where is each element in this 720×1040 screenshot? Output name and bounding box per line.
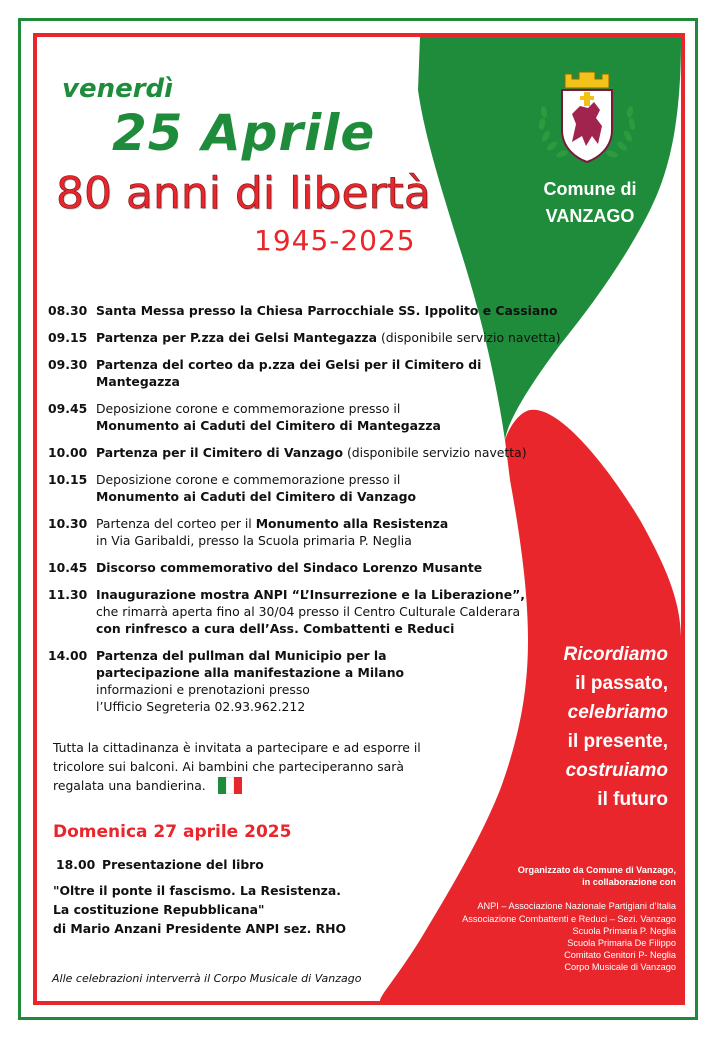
programme-item: [48, 302, 568, 319]
programme-time: 10.45: [48, 560, 88, 575]
programme-line: [96, 356, 568, 390]
programme-time: 08.30: [48, 303, 88, 318]
programme-item: [48, 559, 568, 576]
programme-text: Partenza del pullman dal Municipio per la: [96, 648, 387, 663]
programme-item: [48, 329, 568, 346]
organizer-item: Scuola Primaria De Filippo: [567, 938, 676, 949]
programme-text: Deposizione corone e commemorazione presso il: [96, 401, 401, 416]
programme-line: [96, 329, 568, 346]
book-line1: "Oltre il ponte il fascismo. La Resistenza.: [53, 883, 341, 898]
programme-text: Inaugurazione mostra ANPI “L’Insurrezione e la Liberazione”,: [96, 587, 525, 602]
programme-description: [96, 586, 568, 637]
footer-note: Alle celebrazioni interverrà il Corpo Musicale di Vanzago: [52, 972, 362, 985]
years-range: 1945-2025: [254, 224, 416, 257]
municipality-name: [530, 176, 650, 230]
organizer-item: ANPI – Associazione Nazionale Partigiani d’Italia: [477, 901, 676, 912]
municipality-line1: Comune di: [543, 179, 637, 199]
invitation-text: [53, 738, 453, 795]
italian-flag-icon: [218, 777, 242, 794]
programme-line: [96, 471, 568, 488]
programme-time: 09.45: [48, 401, 88, 416]
programme-line: [96, 698, 568, 715]
programme-line: [96, 647, 568, 664]
programme-description: [96, 400, 568, 434]
invitation-line3-row: [53, 776, 453, 795]
motto: [536, 640, 668, 814]
programme-line: [96, 444, 568, 461]
organizer-item: Associazione Combattenti e Reduci – Sezi. Vanzago: [462, 913, 676, 924]
programme-text: (disponibile servizio navetta): [377, 330, 561, 345]
book-line2: La costituzione Repubblicana": [53, 902, 265, 917]
book-line3: di Mario Anzani Presidente ANPI sez. RHO: [53, 921, 347, 936]
vanzago-coat-of-arms-icon: [532, 66, 642, 176]
motto-line2: il passato,: [575, 673, 668, 694]
programme-text: Partenza del corteo da p.zza dei Gelsi per il Cimitero di Mantegazza: [96, 357, 482, 389]
programme-line: [96, 302, 568, 319]
programme-text: Monumento ai Caduti del Cimitero di Mantegazza: [96, 418, 441, 433]
motto-line3: celebriamo: [567, 702, 668, 723]
programme-line: [96, 400, 568, 417]
programme-line: [96, 586, 568, 603]
programme-time: 09.15: [48, 330, 88, 345]
programme-line: [96, 620, 568, 637]
organizers-list: [412, 900, 676, 973]
programme-text: Deposizione corone e commemorazione presso il: [96, 472, 401, 487]
programme-list: [48, 302, 568, 725]
programme-item: [48, 586, 568, 637]
weekday-heading: venerdì: [62, 74, 174, 104]
programme-description: [96, 559, 568, 576]
sunday-event-time: 18.00: [56, 857, 96, 872]
programme-line: [96, 681, 568, 698]
programme-description: [96, 647, 568, 715]
invitation-line3: regalata una bandierina.: [53, 778, 206, 793]
programme-text: informazioni e prenotazioni presso: [96, 682, 310, 697]
programme-description: [96, 515, 568, 549]
programme-description: [96, 471, 568, 505]
programme-time: 14.00: [48, 648, 88, 663]
programme-description: [96, 356, 568, 390]
organizers-block: [412, 864, 676, 974]
programme-text: con rinfresco a cura dell’Ass. Combattenti e Reduci: [96, 621, 455, 636]
programme-line: [96, 515, 568, 532]
programme-text: Monumento alla Resistenza: [255, 516, 449, 531]
programme-line: [96, 532, 568, 549]
book-details: [53, 881, 346, 938]
organizers-line2: in collaborazione con: [582, 877, 676, 888]
programme-line: [96, 559, 568, 576]
programme-text: Partenza del corteo per il: [96, 516, 256, 531]
programme-time: 10.00: [48, 445, 88, 460]
programme-text: Santa Messa presso la Chiesa Parrocchiale SS. Ippolito e Cassiano: [96, 303, 558, 318]
programme-text: (disponibile servizio navetta): [343, 445, 527, 460]
organizers-line1: Organizzato da Comune di Vanzago,: [517, 865, 676, 875]
invitation-line2: tricolore sui balconi. Ai bambini che parteciperanno sarà: [53, 759, 404, 774]
motto-line1: Ricordiamo: [563, 644, 668, 665]
motto-line4: il presente,: [567, 731, 668, 752]
programme-time: 10.15: [48, 472, 88, 487]
programme-text: Monumento ai Caduti del Cimitero di Vanzago: [96, 489, 416, 504]
programme-time: 09.30: [48, 357, 88, 372]
date-heading: 25 Aprile: [112, 104, 376, 162]
organizer-item: Corpo Musicale di Vanzago: [564, 962, 676, 973]
programme-item: [48, 471, 568, 505]
programme-item: [48, 647, 568, 715]
motto-line6: il futuro: [597, 789, 668, 810]
programme-text: in Via Garibaldi, presso la Scuola primaria P. Neglia: [96, 533, 412, 548]
programme-item: [48, 356, 568, 390]
programme-description: [96, 329, 568, 346]
programme-item: [48, 444, 568, 461]
programme-line: [96, 488, 568, 505]
motto-line5: costruiamo: [565, 760, 668, 781]
programme-item: [48, 515, 568, 549]
sunday-event-row: [56, 857, 264, 872]
programme-time: 10.30: [48, 516, 88, 531]
programme-time: 11.30: [48, 587, 88, 602]
organizer-item: Scuola Primaria P. Neglia: [572, 925, 676, 936]
programme-line: [96, 603, 568, 620]
programme-description: [96, 444, 568, 461]
programme-text: che rimarrà aperta fino al 30/04 presso il Centro Culturale Calderara: [96, 604, 521, 619]
anniversary-title: 80 anni di libertà: [56, 168, 431, 219]
programme-text: Discorso commemorativo del Sindaco Lorenzo Musante: [96, 560, 483, 575]
programme-item: [48, 400, 568, 434]
invitation-line1: Tutta la cittadinanza è invitata a partecipare e ad esporre il: [53, 740, 421, 755]
municipality-line2: VANZAGO: [545, 206, 635, 226]
programme-line: [96, 664, 568, 681]
organizer-item: Comitato Genitori P- Neglia: [564, 950, 676, 961]
programme-text: Partenza per il Cimitero di Vanzago: [96, 445, 344, 460]
programme-text: Partenza per P.zza dei Gelsi Mantegazza: [96, 330, 378, 345]
programme-line: [96, 417, 568, 434]
programme-text: l’Ufficio Segreteria 02.93.962.212: [96, 699, 306, 714]
sunday-heading: Domenica 27 aprile 2025: [53, 822, 292, 842]
sunday-event-title: Presentazione del libro: [102, 857, 264, 872]
programme-text: partecipazione alla manifestazione a Milano: [96, 665, 405, 680]
programme-description: [96, 302, 568, 319]
